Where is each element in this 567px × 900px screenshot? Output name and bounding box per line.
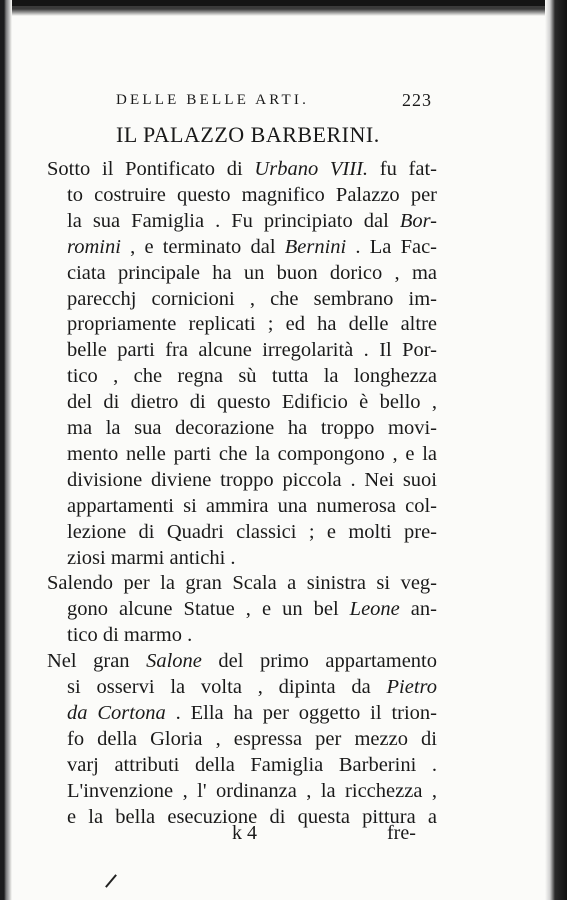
- text-span: , e terminato dal: [120, 235, 285, 258]
- text-span: e la bella esecuzione di questa pittura a: [67, 805, 437, 828]
- text-line: [67, 235, 437, 259]
- text-span: Nel gran: [47, 650, 147, 673]
- text-line: [67, 520, 437, 544]
- text-span: gono alcune Statue , e un bel: [67, 598, 350, 621]
- text-line: [67, 546, 236, 570]
- text-span: tico , che regna sù tutta la longhezza: [67, 365, 437, 388]
- text-line: [67, 623, 192, 647]
- text-span: Salendo per la gran Scala a sinistra si veg-: [47, 572, 437, 595]
- text-line: [67, 701, 437, 725]
- text-span: fu fat-: [368, 158, 437, 180]
- text-line: [47, 571, 437, 595]
- text-span: an-: [399, 598, 437, 621]
- text-span: fo della Gloria , espressa per mezzo di: [67, 727, 437, 750]
- text-line: [47, 157, 437, 181]
- italic-span: Salone: [146, 650, 202, 673]
- italic-span: Urbano VIII.: [254, 158, 369, 180]
- italic-span: romini: [67, 235, 121, 258]
- catchword: fre-: [387, 822, 416, 844]
- italic-span: da Cortona: [67, 701, 166, 724]
- text-span: ziosi marmi antichi .: [67, 546, 236, 569]
- running-head: [116, 92, 432, 109]
- text-span: parecchj cornicioni , che sembrano im-: [67, 287, 437, 310]
- text-line: [67, 753, 437, 777]
- text-span: appartamenti si ammira una numerosa col-: [67, 494, 437, 517]
- text-line: [67, 183, 437, 207]
- text-span: propriamente replicati ; ed ha delle altre: [67, 313, 437, 336]
- text-line: [67, 727, 437, 751]
- scan-edge-left: [0, 0, 12, 900]
- text-line: [47, 649, 437, 673]
- text-line: [67, 468, 437, 492]
- text-line: [67, 209, 437, 233]
- text-line: [67, 675, 437, 699]
- text-span: . La Fac-: [346, 235, 437, 258]
- text-span: divisione diviene troppo piccola . Nei suoi: [67, 468, 437, 491]
- italic-span: Bernini: [284, 235, 347, 258]
- text-span: Sotto il Pontificato di: [47, 158, 255, 180]
- text-line: [67, 442, 437, 466]
- text-span: belle parti fra alcune irregolarità . Il Por-: [67, 339, 437, 362]
- text-line: [67, 390, 437, 414]
- text-line: [67, 338, 437, 362]
- text-span: . Ella ha per oggetto il trion-: [165, 701, 437, 724]
- text-line: [67, 364, 437, 388]
- text-span: lezione di Quadri classici ; e molti pre-: [67, 520, 437, 543]
- text-line: [67, 261, 437, 285]
- text-span: del primo appartamento: [201, 650, 437, 673]
- text-span: ma la sua decorazione ha troppo movi-: [67, 417, 437, 439]
- text-span: mento nelle parti che la compongono , e la: [67, 442, 437, 465]
- text-span: varj attributi della Famiglia Barberini .: [67, 753, 437, 776]
- text-line: [67, 287, 437, 311]
- italic-span: Pietro: [386, 676, 437, 698]
- text-line: [67, 312, 437, 336]
- text-span: tico di marmo .: [67, 624, 193, 647]
- text-line: [67, 597, 437, 621]
- text-span: to costruire questo magnifico Palazzo per: [67, 183, 437, 206]
- section-title: IL PALAZZO BARBERINI.: [116, 122, 380, 147]
- italic-span: Bor-: [399, 209, 437, 232]
- page-number: 223: [402, 90, 432, 110]
- text-span: si osservi la volta , dipinta da: [67, 676, 387, 698]
- ink-mark: [105, 874, 117, 888]
- scan-edge-top: [0, 0, 567, 16]
- text-line: [67, 416, 437, 440]
- running-title: DELLE BELLE ARTI.: [116, 92, 310, 108]
- text-span: del di dietro di questo Edificio è bello ,: [67, 391, 437, 414]
- text-span: L'invenzione , l' ordinanza , la ricchezza ,: [67, 779, 437, 802]
- italic-span: Leone: [349, 598, 400, 621]
- scan-edge-right: [545, 0, 567, 900]
- text-line: [67, 779, 437, 803]
- text-line: [67, 494, 437, 518]
- text-span: ciata principale ha un buon dorico , ma: [67, 261, 437, 284]
- text-span: la sua Famiglia . Fu principiato dal: [67, 209, 400, 232]
- signature-mark: k 4: [232, 822, 257, 844]
